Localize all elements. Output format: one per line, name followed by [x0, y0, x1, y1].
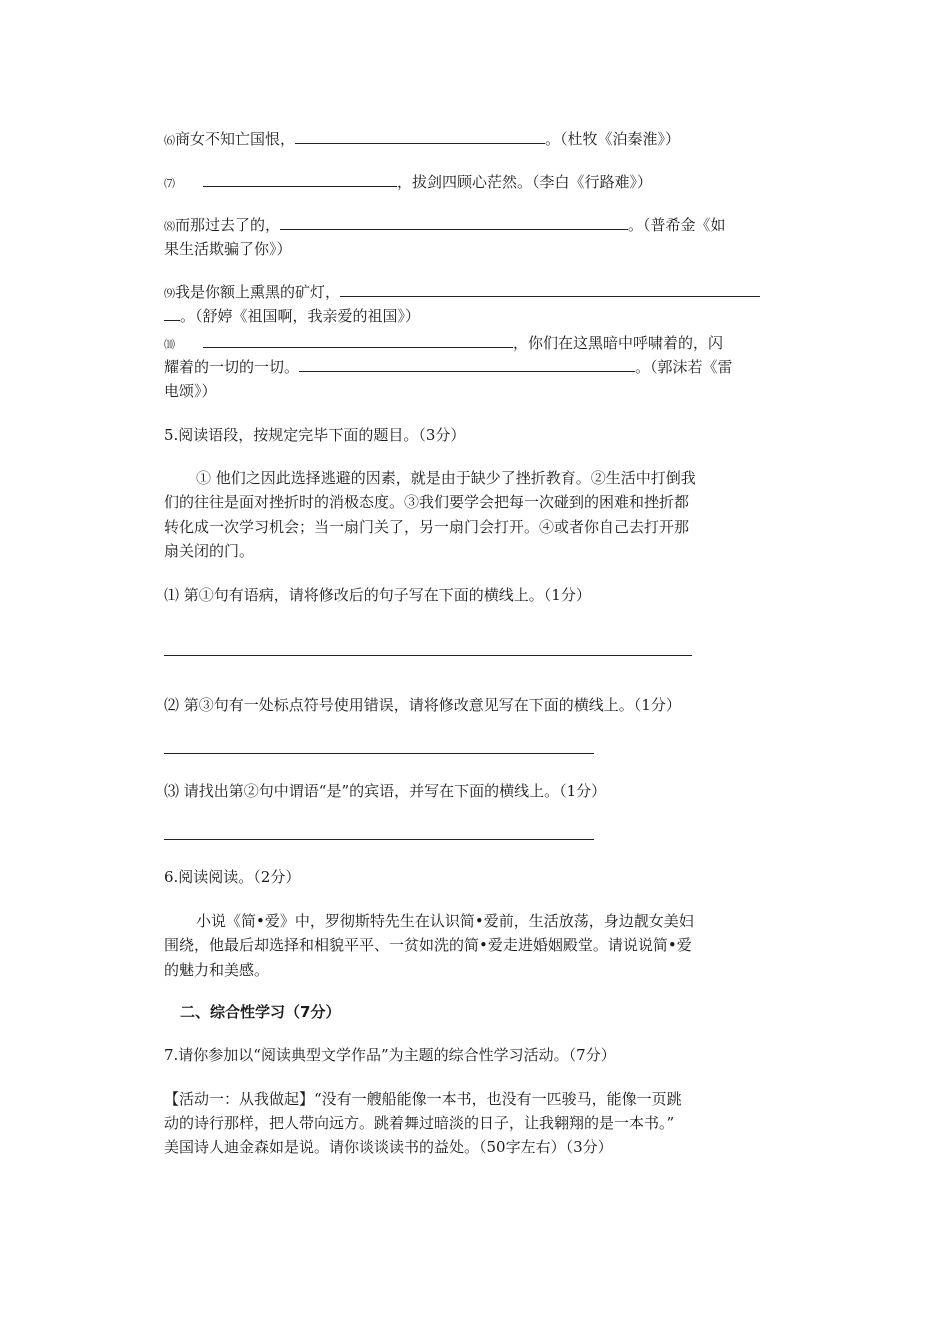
q8-line-1 — [164, 215, 726, 237]
s5-heading: 5.阅读语段，按规定完毕下面的题目。（3分） — [164, 426, 466, 444]
s5-para-line-1: ① 他们之因此选择逃避的因素，就是由于缺少了挫折教育。②生活中打倒我 — [196, 469, 696, 487]
s5-sub2: ⑵ 第③句有一处标点符号使用错误，请将修改意见写在下面的横线上。（1分） — [164, 696, 681, 714]
s5-sub1-answer-line[interactable] — [164, 655, 692, 656]
q8-number: ⑻ — [164, 220, 175, 233]
s6-heading: 6.阅读阅读。（2分） — [164, 868, 301, 886]
q9-answer-blank-cont[interactable] — [164, 306, 180, 321]
q8-prefix: 而那过去了的， — [175, 216, 281, 234]
q6-number: ⑹ — [164, 134, 175, 147]
q10-answer-blank-2[interactable] — [299, 357, 635, 372]
q6-line — [164, 129, 680, 151]
q7-line — [164, 172, 652, 194]
s7-para-line-2: 动的诗行那样，把人带向远方。跳着舞过暗淡的日子，让我翱翔的是一本书。” — [164, 1114, 675, 1132]
q10-line-2 — [164, 357, 733, 377]
q8-suffix: 。（普希金《如 — [628, 216, 726, 234]
q7-number: ⑺ — [164, 177, 175, 190]
s5-sub2-answer-line[interactable] — [164, 753, 594, 754]
q7-suffix: ，拔剑四顾心茫然。（李白《行路难》） — [397, 173, 653, 191]
q9-answer-blank[interactable] — [340, 282, 760, 297]
s7-activity-label: 【活动一：从我做起】 — [164, 1090, 315, 1108]
q10-line2-prefix: 耀着的一切的一切。 — [164, 358, 300, 376]
s6-para-line-1: 小说《简•爱》中，罗彻斯特先生在认识简•爱前，生活放荡，身边靓女美妇 — [196, 912, 694, 930]
s5-sub1: ⑴ 第①句有语病，请将修改后的句子写在下面的横线上。（1分） — [164, 586, 591, 604]
part2-heading: 二、综合性学习（7分） — [180, 1003, 341, 1021]
s6-para-line-2: 围绕，他最后却选择和相貌平平、一贫如洗的简•爱走进婚姻殿堂。请说说简•爱 — [164, 936, 692, 954]
s5-para-line-3: 转化成一次学习机会；当一扇门关了，另一扇门会打开。④或者你自己去打开那 — [164, 518, 690, 536]
q8-answer-blank[interactable] — [280, 215, 628, 230]
q9-number: ⑼ — [164, 287, 175, 300]
q9-line-2 — [164, 306, 420, 326]
q10-number: ⑽ — [164, 338, 175, 351]
q7-answer-blank[interactable] — [203, 172, 397, 187]
s5-sub3: ⑶ 请找出第②句中谓语“是”的宾语，并写在下面的横线上。（1分） — [164, 782, 607, 800]
q8-line-2: 果生活欺骗了你》） — [164, 240, 292, 258]
q10-answer-blank-1[interactable] — [203, 333, 513, 348]
s7-heading: 7.请你参加以“阅读典型文学作品”为主题的综合性学习活动。（7分） — [164, 1046, 616, 1064]
s5-para-line-4: 扇关闭的门。 — [164, 542, 255, 560]
q6-prefix: 商女不知亡国恨， — [175, 130, 296, 148]
q9-suffix: 。（舒婷《祖国啊，我亲爱的祖国》） — [180, 307, 421, 325]
q9-line-1 — [164, 282, 760, 304]
s7-para-line-3: 美国诗人迪金森如是说。请你谈谈读书的益处。（50字左右）（3分） — [164, 1138, 613, 1156]
q9-prefix: 我是你额上熏黑的矿灯， — [175, 283, 341, 301]
s7-para-line-1-text: “没有一艘船能像一本书，也没有一匹骏马，能像一页跳 — [314, 1090, 682, 1108]
s6-para-line-3: 的魅力和美感。 — [164, 961, 270, 979]
q10-line-1 — [164, 333, 723, 355]
s5-para-line-2: 们的往往是面对挫折时的消极态度。③我们要学会把每一次碰到的困难和挫折都 — [164, 493, 690, 511]
s5-sub3-answer-line[interactable] — [164, 839, 594, 840]
q10-middle: ，你们在这黑暗中呼啸着的，闪 — [513, 334, 724, 352]
q6-answer-blank[interactable] — [295, 129, 545, 144]
s7-para-line-1 — [164, 1089, 682, 1109]
q10-line2-suffix: 。（郭沫若《雷 — [635, 358, 733, 376]
q6-suffix: 。（杜牧《泊秦淮》） — [545, 130, 681, 148]
q10-line-3: 电颂》） — [164, 382, 217, 400]
